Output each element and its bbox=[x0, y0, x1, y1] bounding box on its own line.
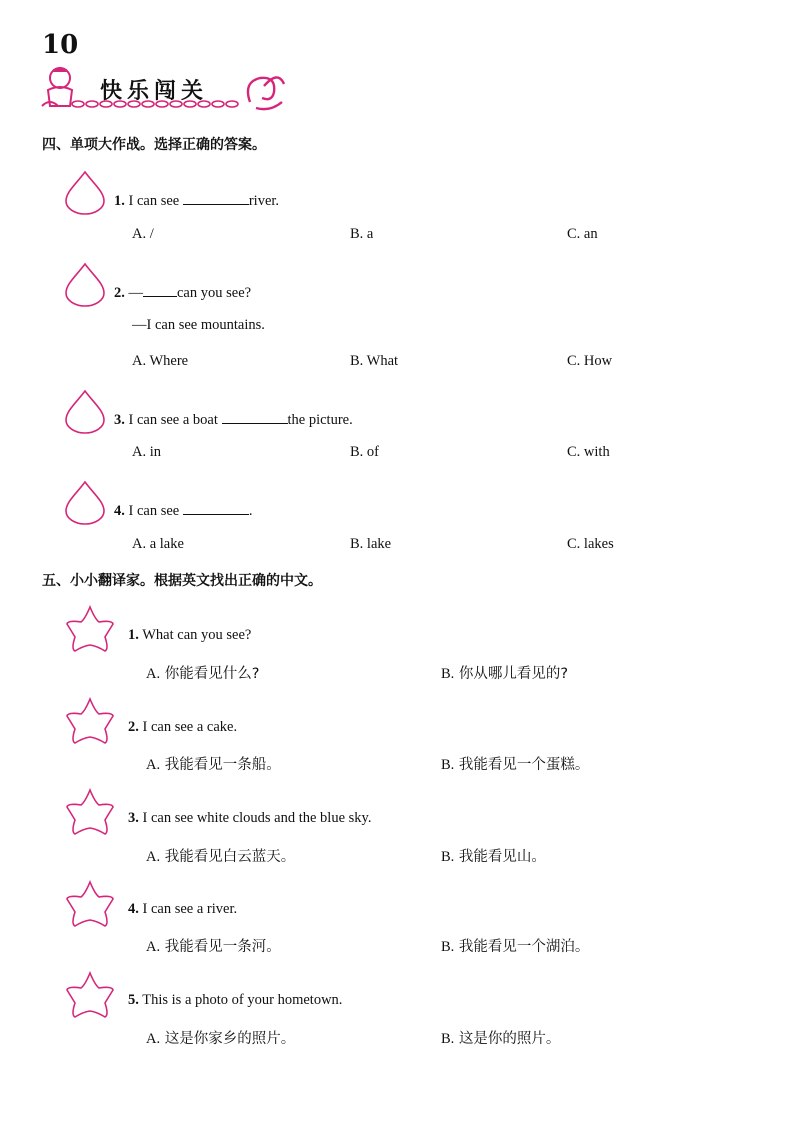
option-b: B. 你从哪儿看见的? bbox=[441, 666, 569, 682]
answer-blank[interactable] bbox=[183, 190, 249, 205]
answer-drop-icon-4[interactable] bbox=[64, 480, 106, 526]
option-b: B. lake bbox=[350, 536, 392, 552]
option-a: A. in bbox=[132, 444, 161, 460]
s4-question-2: 2. — can you see? bbox=[114, 282, 251, 302]
answer-flower-icon-4[interactable] bbox=[64, 879, 116, 929]
option-a: A. 你能看见什么? bbox=[146, 666, 260, 682]
banner bbox=[38, 62, 288, 114]
s5-question-3: 3. I can see white clouds and the blue sky. bbox=[128, 810, 372, 826]
option-c: C. How bbox=[567, 353, 613, 369]
option-b: B. a bbox=[350, 226, 374, 242]
option-b: B. What bbox=[350, 353, 399, 369]
answer-flower-icon-1[interactable] bbox=[64, 604, 116, 654]
option-a: A. 这是你家乡的照片。 bbox=[146, 1031, 296, 1047]
option-a: A. a lake bbox=[132, 536, 184, 552]
s4-question-4: 4. I can see . bbox=[114, 500, 252, 520]
option-a: A. 我能看见白云蓝天。 bbox=[146, 849, 296, 865]
answer-flower-icon-5[interactable] bbox=[64, 970, 116, 1020]
option-a: A. Where bbox=[132, 353, 189, 369]
option-b: B. 我能看见山。 bbox=[441, 849, 546, 865]
s4-question-3: 3. I can see a boat the picture. bbox=[114, 409, 353, 429]
banner-title: 快乐闯关 bbox=[100, 79, 209, 104]
s4-question-1: 1. I can see river. bbox=[114, 190, 279, 210]
s5-question-5: 5. This is a photo of your hometown. bbox=[128, 992, 343, 1008]
answer-blank[interactable] bbox=[183, 500, 249, 515]
section-4-title: 四、单项大作战。选择正确的答案。 bbox=[42, 137, 266, 153]
option-a: A. 我能看见一条船。 bbox=[146, 757, 281, 773]
s5-question-4: 4. I can see a river. bbox=[128, 901, 238, 917]
option-c: C. with bbox=[567, 444, 610, 460]
answer-flower-icon-3[interactable] bbox=[64, 787, 116, 837]
option-b: B. of bbox=[350, 444, 379, 460]
option-c: C. lakes bbox=[567, 536, 614, 552]
answer-blank[interactable] bbox=[222, 409, 288, 424]
s5-question-2: 2. I can see a cake. bbox=[128, 719, 238, 735]
s5-question-1: 1. What can you see? bbox=[128, 627, 252, 643]
page-number: 10 bbox=[42, 30, 79, 60]
answer-flower-icon-2[interactable] bbox=[64, 696, 116, 746]
answer-drop-icon-2[interactable] bbox=[64, 262, 106, 308]
answer-drop-icon-3[interactable] bbox=[64, 389, 106, 435]
option-b: B. 我能看见一个湖泊。 bbox=[441, 939, 590, 955]
option-a: A. / bbox=[132, 226, 154, 242]
option-a: A. 我能看见一条河。 bbox=[146, 939, 281, 955]
option-b: B. 我能看见一个蛋糕。 bbox=[441, 757, 590, 773]
s4-question-2-reply: —I can see mountains. bbox=[132, 317, 265, 333]
answer-drop-icon-1[interactable] bbox=[64, 170, 106, 216]
option-b: B. 这是你的照片。 bbox=[441, 1031, 561, 1047]
section-5-title: 五、小小翻译家。根据英文找出正确的中文。 bbox=[42, 573, 322, 589]
option-c: C. an bbox=[567, 226, 598, 242]
answer-blank[interactable] bbox=[143, 282, 177, 297]
